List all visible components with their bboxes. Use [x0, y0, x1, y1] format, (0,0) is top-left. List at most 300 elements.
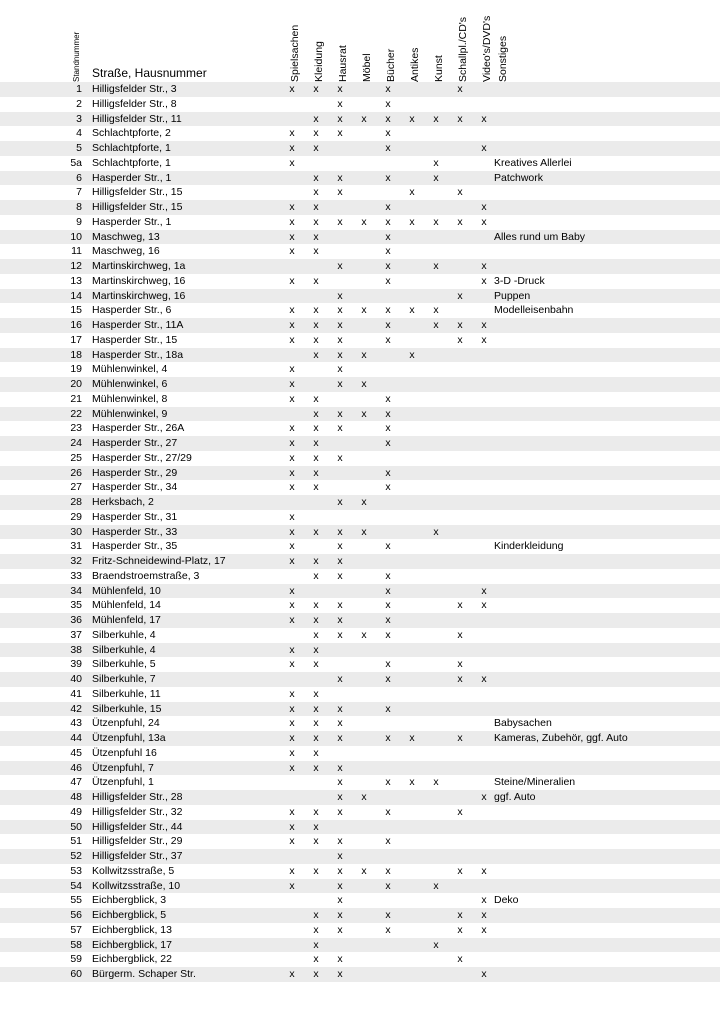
category-mark: x — [457, 923, 463, 936]
table-row — [0, 510, 720, 525]
stand-number: 56 — [70, 909, 82, 921]
category-mark: x — [313, 909, 319, 921]
stand-number: 2 — [76, 97, 82, 110]
street-address: Maschweg, 16 — [92, 245, 160, 258]
category-mark: x — [457, 628, 463, 641]
category-mark: x — [385, 142, 391, 154]
category-mark: x — [433, 260, 439, 272]
table-row — [0, 318, 720, 333]
stand-number: 32 — [70, 555, 82, 567]
stand-number: 20 — [70, 378, 82, 390]
category-mark: x — [481, 333, 487, 346]
stand-number: 23 — [70, 422, 82, 435]
category-mark: x — [433, 171, 439, 184]
street-address: Hilligsfelder Str., 15 — [92, 201, 183, 213]
street-address: Hilligsfelder Str., 15 — [92, 186, 183, 199]
table-row — [0, 480, 720, 495]
stand-number: 15 — [70, 304, 82, 317]
street-address: Hasperder Str., 11A — [92, 319, 184, 331]
category-mark: x — [337, 628, 343, 641]
street-address: Mühlenwinkel, 4 — [92, 363, 168, 376]
category-mark: x — [409, 776, 415, 789]
category-mark: x — [457, 732, 463, 744]
stand-number: 11 — [71, 245, 82, 258]
category-mark: x — [457, 333, 463, 346]
category-mark: x — [313, 245, 319, 258]
stand-number: 17 — [70, 333, 82, 346]
category-mark: x — [289, 835, 295, 848]
stand-number: 55 — [70, 894, 82, 907]
category-mark: x — [385, 319, 391, 331]
category-mark: x — [289, 746, 295, 759]
sonstiges-note: Kameras, Zubehör, ggf. Auto — [494, 732, 628, 744]
table-row — [0, 244, 720, 259]
street-address: Silberkuhle, 4 — [92, 643, 156, 656]
category-mark: x — [337, 171, 343, 184]
header-antikes: Antikes — [409, 47, 421, 82]
category-mark: x — [313, 643, 319, 656]
table-row — [0, 938, 720, 953]
category-mark: x — [289, 363, 295, 376]
street-address: Hilligsfelder Str., 44 — [92, 820, 183, 833]
category-mark: x — [313, 569, 319, 582]
sonstiges-note: Modelleisenbahn — [494, 304, 574, 317]
stand-number: 44 — [70, 732, 82, 744]
table-row — [0, 643, 720, 658]
table-row — [0, 392, 720, 407]
table-row — [0, 215, 720, 230]
category-mark: x — [289, 540, 295, 553]
table-row — [0, 657, 720, 672]
category-mark: x — [433, 319, 439, 331]
street-address: Hasperder Str., 18a — [92, 348, 184, 361]
stand-number: 30 — [70, 525, 82, 538]
street-address: Hasperder Str., 35 — [92, 540, 178, 553]
stand-number: 21 — [70, 392, 82, 405]
stand-number: 34 — [70, 584, 82, 597]
category-mark: x — [289, 333, 295, 346]
category-mark: x — [385, 584, 391, 597]
category-mark: x — [313, 746, 319, 759]
category-mark: x — [313, 717, 319, 730]
category-mark: x — [289, 658, 295, 671]
category-mark: x — [337, 717, 343, 730]
category-mark: x — [337, 304, 343, 317]
category-mark: x — [313, 215, 319, 228]
stand-number: 60 — [70, 968, 82, 980]
street-address: Hilligsfelder Str., 8 — [92, 97, 177, 110]
category-mark: x — [289, 274, 295, 287]
street-address: Ützenpfuhl, 13a — [92, 732, 166, 744]
category-mark: x — [385, 909, 391, 921]
category-mark: x — [361, 215, 367, 228]
category-mark: x — [409, 215, 415, 228]
category-mark: x — [289, 687, 295, 700]
stand-number: 13 — [70, 274, 82, 287]
stand-number: 18 — [70, 348, 82, 361]
category-mark: x — [337, 555, 343, 567]
category-mark: x — [433, 938, 439, 951]
category-mark: x — [361, 864, 367, 877]
category-mark: x — [313, 732, 319, 744]
category-mark: x — [385, 83, 391, 95]
table-row — [0, 628, 720, 643]
stand-number: 16 — [70, 319, 82, 331]
category-mark: x — [385, 481, 391, 494]
category-mark: x — [337, 850, 343, 862]
category-mark: x — [385, 614, 391, 626]
category-mark: x — [385, 215, 391, 228]
category-mark: x — [361, 112, 367, 125]
table-row — [0, 421, 720, 436]
category-mark: x — [313, 333, 319, 346]
category-mark: x — [337, 599, 343, 612]
category-mark: x — [313, 614, 319, 626]
category-mark: x — [385, 171, 391, 184]
category-mark: x — [409, 304, 415, 317]
stand-number: 5 — [76, 142, 82, 154]
category-mark: x — [289, 879, 295, 892]
category-mark: x — [337, 894, 343, 907]
category-mark: x — [385, 540, 391, 553]
category-mark: x — [313, 466, 319, 479]
category-mark: x — [313, 451, 319, 464]
category-mark: x — [457, 658, 463, 671]
stand-number: 10 — [70, 230, 82, 243]
table-row — [0, 200, 720, 215]
sonstiges-note: 3-D -Druck — [494, 274, 545, 287]
table-row — [0, 362, 720, 377]
category-mark: x — [313, 112, 319, 125]
street-address: Kollwitzsstraße, 10 — [92, 879, 181, 892]
stand-number: 38 — [70, 643, 82, 656]
category-mark: x — [337, 864, 343, 877]
street-address: Mühlenfeld, 17 — [92, 614, 161, 626]
table-row — [0, 97, 720, 112]
category-mark: x — [313, 820, 319, 833]
street-address: Ützenpfuhl 16 — [92, 746, 157, 759]
category-mark: x — [337, 289, 343, 302]
category-mark: x — [337, 260, 343, 272]
street-address: Hasperder Str., 31 — [92, 510, 178, 523]
category-mark: x — [385, 879, 391, 892]
header-kunst: Kunst — [433, 55, 445, 82]
header-buecher: Bücher — [385, 48, 397, 82]
category-mark: x — [337, 97, 343, 110]
category-mark: x — [289, 156, 295, 169]
category-mark: x — [289, 820, 295, 833]
stand-number: 37 — [70, 628, 82, 641]
category-mark: x — [385, 260, 391, 272]
category-mark: x — [289, 422, 295, 435]
stand-number: 3 — [76, 112, 82, 125]
category-mark: x — [337, 422, 343, 435]
stand-number: 33 — [70, 569, 82, 582]
table-row — [0, 82, 720, 97]
category-mark: x — [433, 776, 439, 789]
table-row — [0, 834, 720, 849]
table-row — [0, 554, 720, 569]
table-row — [0, 377, 720, 392]
header-strasse: Straße, Hausnummer — [92, 66, 207, 80]
category-mark: x — [289, 392, 295, 405]
table-row — [0, 333, 720, 348]
street-address: Eichbergblick, 5 — [92, 909, 167, 921]
street-address: Mühlenfeld, 14 — [92, 599, 161, 612]
street-address: Hasperder Str., 29 — [92, 466, 178, 479]
street-address: Bürgerm. Schaper Str. — [92, 968, 196, 980]
street-address: Ützenpfuhl, 7 — [92, 761, 154, 774]
category-mark: x — [385, 835, 391, 848]
category-mark: x — [337, 879, 343, 892]
street-address: Mühlenfeld, 10 — [92, 584, 161, 597]
category-mark: x — [361, 348, 367, 361]
category-mark: x — [481, 112, 487, 125]
category-mark: x — [289, 702, 295, 715]
category-mark: x — [313, 304, 319, 317]
category-mark: x — [457, 909, 463, 921]
street-address: Ützenpfuhl, 1 — [92, 776, 154, 789]
category-mark: x — [313, 83, 319, 95]
category-mark: x — [313, 953, 319, 966]
street-address: Braendstroemstraße, 3 — [92, 569, 200, 582]
table-row — [0, 539, 720, 554]
category-mark: x — [481, 673, 487, 685]
street-address: Mühlenwinkel, 9 — [92, 407, 168, 420]
street-address: Hasperder Str., 33 — [92, 525, 178, 538]
stand-number: 35 — [70, 599, 82, 612]
category-mark: x — [337, 333, 343, 346]
street-address: Hilligsfelder Str., 3 — [92, 83, 177, 95]
category-mark: x — [481, 599, 487, 612]
header-videos: Video's/DVD's — [481, 15, 493, 82]
category-mark: x — [385, 392, 391, 405]
category-mark: x — [481, 894, 487, 907]
table-row — [0, 230, 720, 245]
category-mark: x — [289, 555, 295, 567]
street-address: Eichbergblick, 17 — [92, 938, 172, 951]
category-mark: x — [313, 864, 319, 877]
category-mark: x — [457, 186, 463, 199]
category-mark: x — [385, 673, 391, 685]
table-row — [0, 687, 720, 702]
category-mark: x — [361, 496, 367, 508]
category-mark: x — [457, 805, 463, 818]
category-mark: x — [385, 702, 391, 715]
table-row — [0, 849, 720, 864]
category-mark: x — [313, 171, 319, 184]
stand-number: 39 — [70, 658, 82, 671]
table-row — [0, 952, 720, 967]
category-mark: x — [337, 407, 343, 420]
category-mark: x — [313, 437, 319, 449]
table-row — [0, 348, 720, 363]
category-mark: x — [337, 835, 343, 848]
category-mark: x — [337, 378, 343, 390]
stand-number: 27 — [70, 481, 82, 494]
table-row — [0, 156, 720, 171]
category-mark: x — [385, 304, 391, 317]
table-row — [0, 112, 720, 127]
stand-number: 5a — [70, 156, 82, 169]
street-address: Hilligsfelder Str., 28 — [92, 791, 183, 803]
street-address: Hilligsfelder Str., 29 — [92, 835, 183, 848]
table-row — [0, 805, 720, 820]
category-mark: x — [385, 437, 391, 449]
category-mark: x — [313, 142, 319, 154]
table-row — [0, 303, 720, 318]
table-row — [0, 731, 720, 746]
category-mark: x — [337, 968, 343, 980]
category-mark: x — [289, 451, 295, 464]
category-mark: x — [289, 378, 295, 390]
category-mark: x — [313, 481, 319, 494]
stand-number: 9 — [76, 215, 82, 228]
street-address: Silberkuhle, 15 — [92, 702, 162, 715]
stand-number: 19 — [70, 363, 82, 376]
category-mark: x — [481, 864, 487, 877]
category-mark: x — [313, 348, 319, 361]
stand-number: 59 — [70, 953, 82, 966]
category-mark: x — [313, 835, 319, 848]
category-mark: x — [337, 732, 343, 744]
category-mark: x — [433, 112, 439, 125]
table-row — [0, 967, 720, 982]
category-mark: x — [289, 437, 295, 449]
street-address: Hasperder Str., 6 — [92, 304, 172, 317]
street-address: Schlachtpforte, 1 — [92, 156, 171, 169]
category-mark: x — [433, 304, 439, 317]
category-mark: x — [457, 319, 463, 331]
category-mark: x — [289, 717, 295, 730]
category-mark: x — [289, 761, 295, 774]
street-address: Ützenpfuhl, 24 — [92, 717, 160, 730]
category-mark: x — [481, 968, 487, 980]
table-row — [0, 495, 720, 510]
category-mark: x — [481, 215, 487, 228]
category-mark: x — [289, 83, 295, 95]
category-mark: x — [433, 156, 439, 169]
category-mark: x — [385, 599, 391, 612]
category-mark: x — [289, 245, 295, 258]
category-mark: x — [385, 97, 391, 110]
table-row — [0, 879, 720, 894]
stand-number: 51 — [70, 835, 82, 848]
category-mark: x — [313, 392, 319, 405]
sonstiges-note: Deko — [494, 894, 519, 907]
category-mark: x — [337, 127, 343, 140]
category-mark: x — [457, 83, 463, 95]
category-mark: x — [289, 230, 295, 243]
category-mark: x — [289, 215, 295, 228]
category-mark: x — [337, 319, 343, 331]
category-mark: x — [409, 732, 415, 744]
category-mark: x — [289, 510, 295, 523]
category-mark: x — [289, 142, 295, 154]
category-mark: x — [385, 407, 391, 420]
table-row — [0, 613, 720, 628]
category-mark: x — [313, 230, 319, 243]
category-mark: x — [385, 245, 391, 258]
table-body — [0, 82, 720, 982]
category-mark: x — [337, 614, 343, 626]
category-mark: x — [337, 363, 343, 376]
category-mark: x — [337, 451, 343, 464]
category-mark: x — [457, 673, 463, 685]
sonstiges-note: Puppen — [494, 289, 531, 302]
category-mark: x — [313, 938, 319, 951]
table-row — [0, 864, 720, 879]
stand-number: 36 — [70, 614, 82, 626]
street-address: Kollwitzsstraße, 5 — [92, 864, 175, 877]
table-row — [0, 451, 720, 466]
stand-number: 12 — [70, 260, 82, 272]
category-mark: x — [409, 348, 415, 361]
street-address: Silberkuhle, 4 — [92, 628, 156, 641]
stand-number: 42 — [70, 702, 82, 715]
category-mark: x — [337, 702, 343, 715]
category-mark: x — [481, 319, 487, 331]
category-mark: x — [481, 274, 487, 287]
category-mark: x — [457, 864, 463, 877]
category-mark: x — [481, 201, 487, 213]
category-mark: x — [361, 628, 367, 641]
header-moebel: Möbel — [361, 53, 373, 82]
category-mark: x — [385, 274, 391, 287]
category-mark: x — [337, 909, 343, 921]
table-row — [0, 761, 720, 776]
table-row — [0, 702, 720, 717]
header-spielsachen: Spielsachen — [289, 24, 301, 82]
category-mark: x — [361, 525, 367, 538]
street-address: Hasperder Str., 1 — [92, 171, 172, 184]
street-address: Eichbergblick, 3 — [92, 894, 167, 907]
sonstiges-note: ggf. Auto — [494, 791, 536, 803]
category-mark: x — [457, 215, 463, 228]
sonstiges-note: Babysachen — [494, 717, 552, 730]
category-mark: x — [385, 201, 391, 213]
stand-number: 25 — [70, 451, 82, 464]
stand-number: 41 — [70, 687, 82, 700]
category-mark: x — [313, 805, 319, 818]
sonstiges-note: Steine/Mineralien — [494, 776, 576, 789]
stand-number: 57 — [70, 923, 82, 936]
category-mark: x — [337, 953, 343, 966]
category-mark: x — [385, 805, 391, 818]
table-row — [0, 584, 720, 599]
table-row — [0, 141, 720, 156]
table-row — [0, 598, 720, 613]
category-mark: x — [289, 732, 295, 744]
sonstiges-note: Kreatives Allerlei — [494, 156, 572, 169]
stand-number: 7 — [76, 186, 82, 199]
category-mark: x — [313, 407, 319, 420]
category-mark: x — [385, 569, 391, 582]
table-header — [0, 0, 720, 82]
stand-number: 28 — [70, 496, 82, 508]
category-mark: x — [337, 83, 343, 95]
street-address: Silberkuhle, 7 — [92, 673, 156, 685]
category-mark: x — [385, 864, 391, 877]
category-mark: x — [313, 127, 319, 140]
table-row — [0, 259, 720, 274]
category-mark: x — [289, 481, 295, 494]
category-mark: x — [481, 260, 487, 272]
street-address: Eichbergblick, 13 — [92, 923, 172, 936]
category-mark: x — [481, 584, 487, 597]
category-mark: x — [313, 525, 319, 538]
stand-number: 43 — [70, 717, 82, 730]
